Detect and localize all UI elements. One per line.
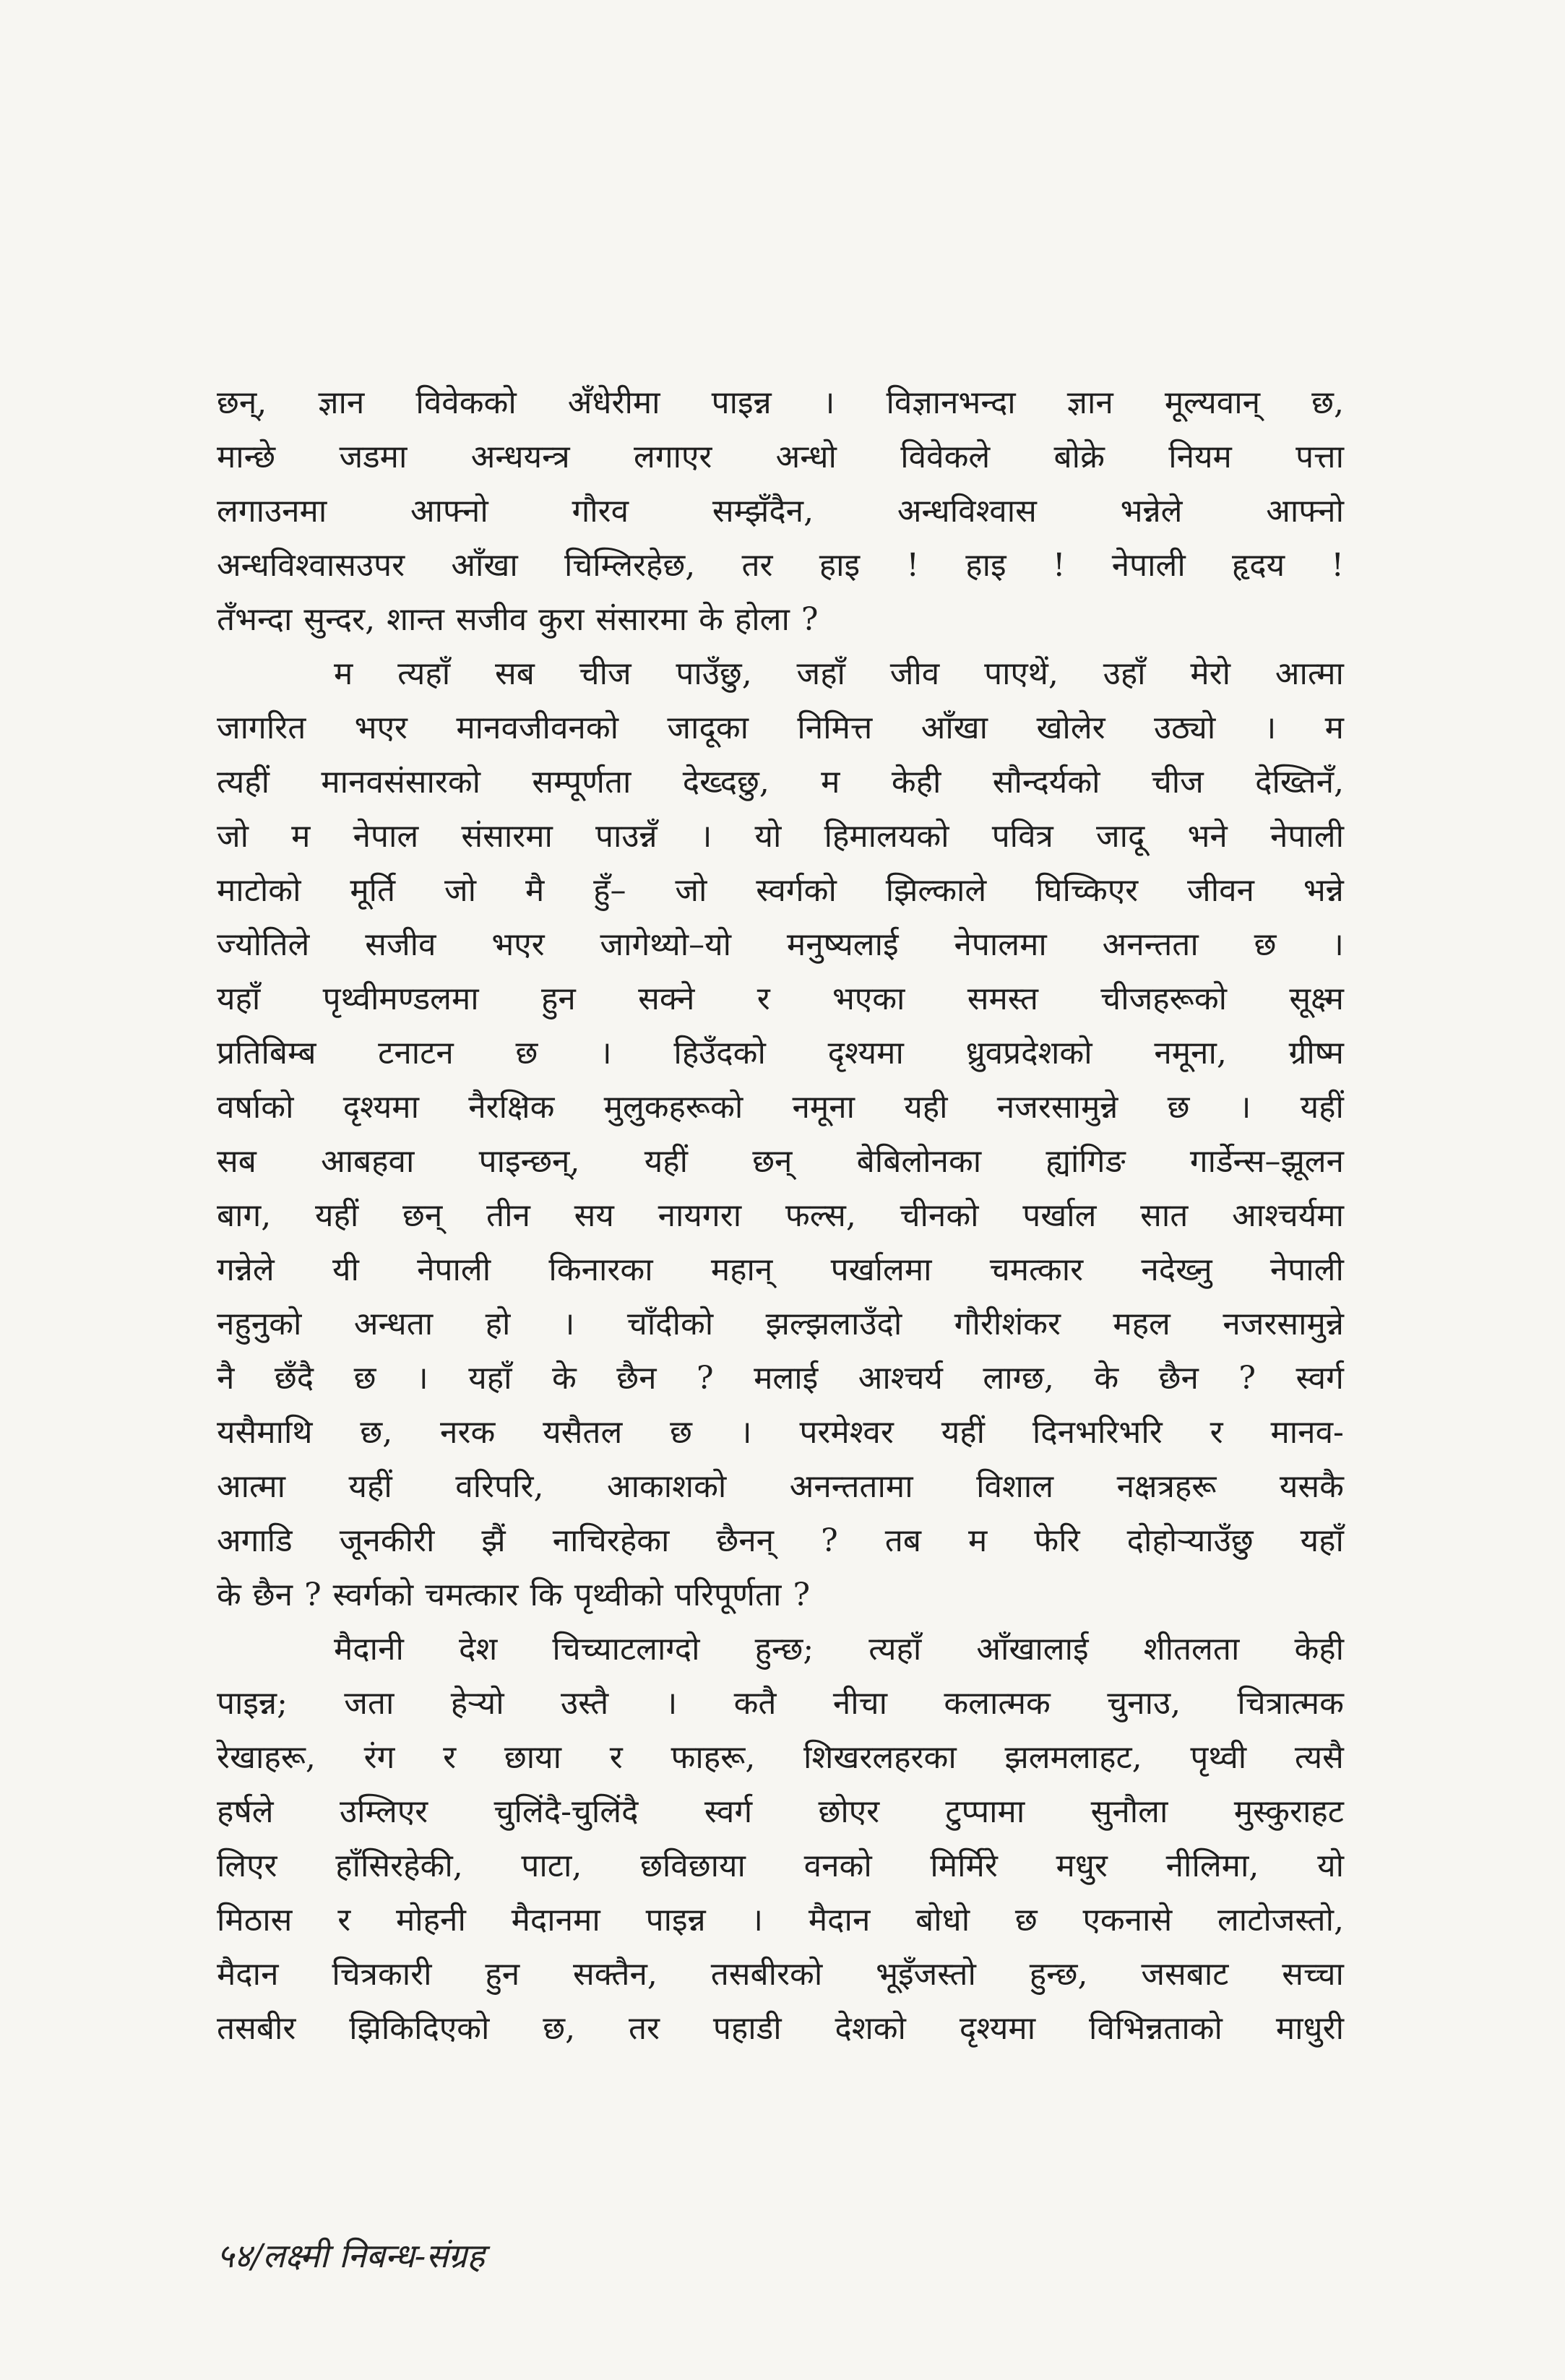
text-line: यसैमाथि छ, नरक यसैतल छ । परमेश्वर यहीं दिनभरिभरि र मानव- — [217, 1414, 1344, 1451]
text-line: जो म नेपाल संसारमा पाउन्नँ । यो हिमालयको पवित्र जादू भने नेपाली — [217, 818, 1344, 855]
text-line: लिएर हाँसिरहेकी, पाटा, छविछाया वनको मिर्मिरे मधुर नीलिमा, यो — [217, 1847, 1344, 1884]
text-line: तँभन्दा सुन्दर, शान्त सजीव कुरा संसारमा के होला ? — [217, 601, 819, 638]
text-line: त्यहीं मानवसंसारको सम्पूर्णता देख्दछु, म केही सौन्दर्यको चीज देख्तिनँ, — [217, 764, 1344, 801]
text-line: ज्योतिले सजीव भएर जागेथ्यो–यो मनुष्यलाई नेपालमा अनन्तता छ । — [217, 926, 1344, 963]
text-line: आत्मा यहीं वरिपरि, आकाशको अनन्ततामा विशाल नक्षत्रहरू यसकै — [217, 1468, 1344, 1505]
text-line: बाग, यहीं छन् तीन सय नायगरा फल्स, चीनको पर्खाल सात आश्चर्यमा — [217, 1197, 1344, 1234]
body-text — [217, 376, 1344, 2056]
text-line: म त्यहाँ सब चीज पाउँछु, जहाँ जीव पाएथें, उहाँ मेरो आत्मा — [334, 655, 1344, 692]
text-line: गन्नेले यी नेपाली किनारका महान् पर्खालमा चमत्कार नदेख्नु नेपाली — [217, 1251, 1344, 1288]
text-line: माटोको मूर्ति जो मै हुँ– जो स्वर्गको झिल्काले घिच्किएर जीवन भन्ने — [217, 872, 1344, 909]
text-line: वर्षाको दृश्यमा नैरक्षिक मुलुकहरूको नमूना यही नजरसामुन्ने छ । यहीं — [217, 1089, 1344, 1126]
text-line: अन्धविश्वासउपर आँखा चिम्लिरहेछ, तर हाइ ! हाइ ! नेपाली हृदय ! — [217, 547, 1344, 584]
text-line: लगाउनमा आफ्नो गौरव सम्झँदैन, अन्धविश्वास भन्नेले आफ्नो — [217, 493, 1344, 530]
text-line: मैदान चित्रकारी हुन सक्तैन, तसबीरको भूइँजस्तो हुन्छ, जसबाट सच्चा — [217, 1956, 1344, 1993]
text-line: सब आबहवा पाइन्छन्, यहीं छन् बेबिलोनका ह्यांगिङ गार्डेन्स–झूलन — [217, 1143, 1344, 1180]
text-line: मान्छे जडमा अन्धयन्त्र लगाएर अन्धो विवेकले बोक्रे नियम पत्ता — [217, 439, 1344, 475]
text-line: प्रतिबिम्ब टनाटन छ । हिउँदको दृश्यमा ध्रुवप्रदेशको नमूना, ग्रीष्म — [217, 1035, 1344, 1072]
text-line: नै छँदै छ । यहाँ के छैन ? मलाई आश्चर्य लाग्छ, के छैन ? स्वर्ग — [217, 1360, 1344, 1397]
text-line: मिठास र मोहनी मैदानमा पाइन्न । मैदान बोधो छ एकनासे लाटोजस्तो, — [217, 1902, 1344, 1939]
text-line: मैदानी देश चिच्याटलाग्दो हुन्छ; त्यहाँ आँखालाई शीतलता केही — [334, 1631, 1344, 1668]
text-line: अगाडि जूनकीरी झैं नाचिरहेका छैनन् ? तब म फेरि दोहोऱ्याउँछु यहाँ — [217, 1522, 1344, 1559]
text-line: के छैन ? स्वर्गको चमत्कार कि पृथ्वीको परिपूर्णता ? — [217, 1577, 811, 1613]
page-footer: ५४/लक्ष्मी निबन्ध-संग्रह — [217, 2236, 485, 2275]
text-line: यहाँ पृथ्वीमण्डलमा हुन सक्ने र भएका समस्त चीजहरूको सूक्ष्म — [217, 980, 1344, 1017]
text-line: तसबीर झिकिदिएको छ, तर पहाडी देशको दृश्यमा विभिन्नताको माधुरी — [217, 2010, 1344, 2047]
text-line: नहुनुको अन्धता हो । चाँदीको झल्झलाउँदो गौरीशंकर महल नजरसामुन्ने — [217, 1306, 1344, 1342]
text-line: हर्षले उम्लिएर चुलिंदै-चुलिंदै स्वर्ग छोएर टुप्पामा सुनौला मुस्कुराहट — [217, 1793, 1344, 1830]
text-line: रेखाहरू, रंग र छाया र फाहरू, शिखरलहरका झलमलाहट, पृथ्वी त्यसै — [217, 1739, 1344, 1776]
text-line: जागरित भएर मानवजीवनको जादूका निमित्त आँखा खोलेर उठ्यो । म — [217, 710, 1344, 746]
text-line: पाइन्न; जता हेऱ्यो उस्तै । कतै नीचा कलात्मक चुनाउ, चित्रात्मक — [217, 1685, 1344, 1722]
text-line: छन्, ज्ञान विवेकको अँधेरीमा पाइन्न । विज्ञानभन्दा ज्ञान मूल्यवान् छ, — [217, 384, 1344, 421]
